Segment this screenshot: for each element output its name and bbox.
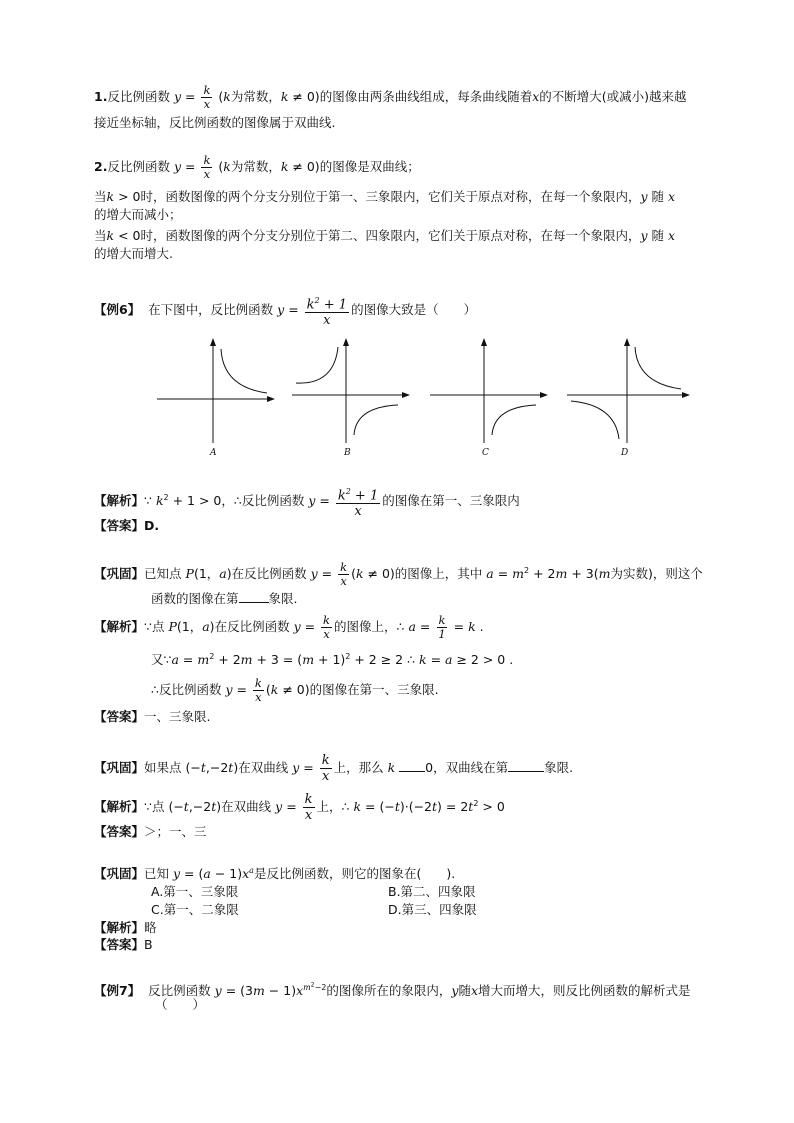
consolidation2-analysis: 【解析】∵点 (−t,−2t)在双曲线 y = $\frac{k}{x}$ 上，∴ $k = (-t)\cdot(-2t) = 2t^2 > 0$ <box>94 792 505 823</box>
graph-b <box>290 335 415 445</box>
consolidation3-answer: 【答案】B <box>94 937 153 952</box>
consolidation2-answer: 【答案】＞；一、三 <box>94 824 207 839</box>
option-a: A.第一、三象限 <box>151 884 239 899</box>
consolidation1-question: 【巩固】已知点 P(1，a)在反比例函数 y = $\frac{k}{x}$ (k ≠ 0)的图像上，其中 $a = m^2 + 2m + 3(m$为实数)，则这个 <box>94 560 703 588</box>
example6-question: 【例6】 在下图中，反比例函数 y = $\frac{k^2 + 1}{x}$ 的图像大致是（ ） <box>94 293 476 328</box>
fraction-k-over-x: $\frac{k}{x}$ <box>203 83 211 111</box>
graph-a <box>155 335 280 445</box>
graph-label-b: B <box>344 448 351 458</box>
para1-line1: 1.反比例函数 y = $\frac{k}{x}$ (k为常数，k ≠ 0)的图像由两条曲线组成，每条曲线随着x的不断增大(或减小)越来越 <box>94 83 687 111</box>
consolidation1-question-line2: 函数的图像在第 象限. <box>151 591 298 606</box>
consolidation1-analysis-line3: ∴反比例函数 y = $\frac{k}{x}$ (k ≠ 0)的图像在第一、三象限. <box>151 676 439 704</box>
graph-c <box>428 335 553 445</box>
option-c: C.第一、二象限 <box>151 902 239 917</box>
para1-line2: 接近坐标轴，反比例函数的图像属于双曲线. <box>94 115 336 130</box>
graph-label-d: D <box>621 448 629 458</box>
option-b: B.第二、四象限 <box>388 884 476 899</box>
graph-label-c: C <box>482 448 489 458</box>
option-d: D.第三、四象限 <box>388 902 477 917</box>
consolidation1-answer: 【答案】一、三象限. <box>94 709 211 724</box>
para2-line5: 的增大而增大. <box>94 246 173 261</box>
consolidation3-question: 【巩固】已知 $y = (a - 1)x^a$是反比例函数，则它的图象在( ). <box>94 866 456 882</box>
consolidation3-analysis: 【解析】略 <box>94 920 157 935</box>
example7-blank: （ ） <box>155 997 206 1012</box>
example7-question: 【例7】 反比例函数 $y = (3m - 1)x^{m^2-2}$的图像所在的象限内，y随x增大而增大，则反比例函数的解析式是 <box>94 981 691 998</box>
example6-analysis: 【解析】∵ $k^2 + 1 > 0$，∴反比例函数 y = $\frac{k^2 + 1}{x}$ 的图像在第一、三象限内 <box>94 484 520 519</box>
graph-label-a: A <box>210 448 217 458</box>
consolidation1-analysis-line2: 又∵a = $m^2 + 2m + 3 = (m + 1)^2 + 2 \ge 2$ ∴ k = a ≥ 2 > 0 . <box>151 652 514 668</box>
para2-line4: 当k < 0时，函数图像的两个分支分别位于第二、四象限内，它们关于原点对称，在每一个象限内，y 随 x <box>94 228 676 243</box>
consolidation2-question: 【巩固】如果点 (−t,−2t)在双曲线 y = $\frac{k}{x}$ 上，那么 k 0，双曲线在第 象限. <box>94 753 574 784</box>
para2-line3: 的增大而减小； <box>94 207 182 222</box>
consolidation1-analysis: 【解析】∵点 P(1，a)在反比例函数 y = $\frac{k}{x}$ 的图像上，∴ a = $\frac{k}{1}$ = k . <box>94 613 484 641</box>
para2-line2: 当k > 0时，函数图像的两个分支分别位于第一、三象限内，它们关于原点对称，在每一个象限内，y 随 x <box>94 189 676 204</box>
para1-number: 1. <box>94 89 108 104</box>
example6-answer: 【答案】D. <box>94 518 160 533</box>
graph-d <box>565 335 695 445</box>
para2-line1: 2.反比例函数 y = $\frac{k}{x}$ (k为常数，k ≠ 0)的图像是双曲线； <box>94 153 420 181</box>
